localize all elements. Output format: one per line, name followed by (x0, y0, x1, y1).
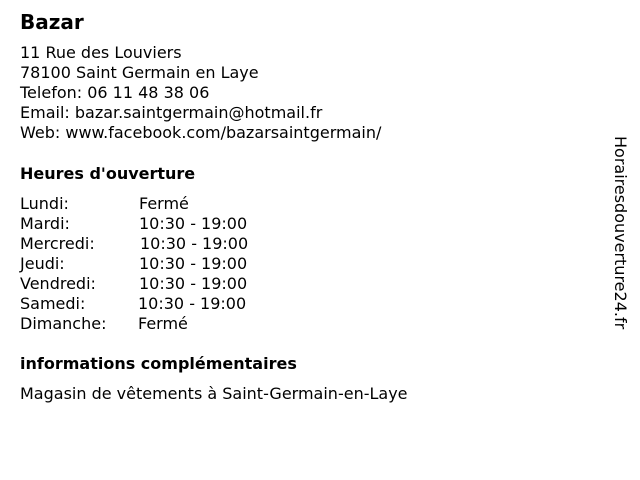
hours-day: Vendredi: (20, 274, 96, 293)
watermark-text: Horairesdouverture24.fr (611, 136, 630, 330)
hours-time: 10:30 - 19:00 (139, 274, 248, 293)
hours-time: Fermé (138, 314, 188, 333)
hours-time: 10:30 - 19:00 (139, 254, 248, 273)
hours-day: Samedi: (20, 294, 86, 313)
additional-info-heading: informations complémentaires (20, 354, 297, 373)
business-name: Bazar (20, 10, 84, 34)
hours-time: Fermé (139, 194, 189, 213)
hours-time: 10:30 - 19:00 (139, 214, 248, 233)
hours-day: Mercredi: (20, 234, 95, 253)
opening-hours-heading: Heures d'ouverture (20, 164, 196, 183)
hours-time: 10:30 - 19:00 (140, 234, 249, 253)
email-address: Email: bazar.saintgermain@hotmail.fr (20, 103, 323, 122)
additional-info-text: Magasin de vêtements à Saint-Germain-en-Laye (20, 384, 408, 403)
website-url: Web: www.facebook.com/bazarsaintgermain/ (20, 123, 382, 142)
contact-block (20, 43, 381, 143)
hours-day: Dimanche: (20, 314, 107, 333)
address-city: 78100 Saint Germain en Laye (20, 63, 259, 82)
hours-day: Jeudi: (20, 254, 65, 273)
site-watermark (610, 136, 630, 372)
hours-day: Lundi: (20, 194, 69, 213)
phone-number: Telefon: 06 11 48 38 06 (20, 83, 210, 102)
address-street: 11 Rue des Louviers (20, 43, 182, 62)
hours-day: Mardi: (20, 214, 70, 233)
hours-time: 10:30 - 19:00 (138, 294, 247, 313)
